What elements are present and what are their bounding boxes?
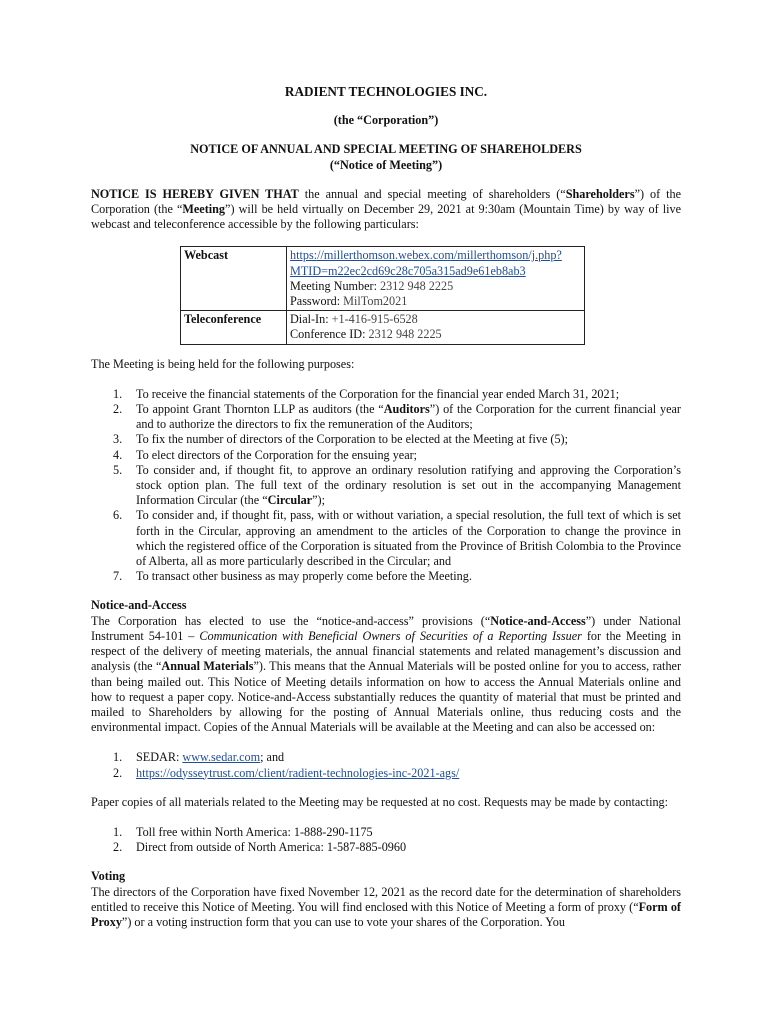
conference-id-value: 2312 948 2225	[368, 327, 442, 342]
password-label: Password:	[290, 294, 344, 309]
list-number: 5.	[113, 462, 123, 477]
webcast-url-line-2: MTID=m22ec2cd69c28c705a315ad9e61eb8ab3	[290, 263, 526, 278]
list-number: 6.	[113, 508, 123, 523]
list-number: 2.	[113, 765, 123, 780]
intro-text-3: ”) will be held virtually on December 29, 2021 at 9:30am (Mountain Time) by way of live webcast and teleconference accessible by the following particulars:	[91, 202, 681, 232]
teleconference-label: Teleconference	[181, 311, 287, 344]
intro-bold-meeting: Meeting	[182, 202, 226, 217]
list-text: To consider and, if thought fit, pass, with or without variation, a special resolution, the full text of which is set forth in the Circular, approving an amendment to the articles of the Corporation to change the province in which the registered office of the Corporation is situated from the Province of British Colombia to the Province of Alberta, all as more particularly described in the Circular; and	[136, 508, 681, 569]
voting-bold-form-of-proxy: Form of Proxy	[91, 899, 681, 929]
corporation-label: (the “Corporation”)	[333, 113, 439, 128]
nada-bold-annual-materials: Annual Materials	[161, 659, 254, 674]
intro-text-2: ”) of the Corporation (the “	[91, 186, 681, 217]
teleconference-details	[287, 311, 585, 344]
list-text: ”) of the Corporation for the current financial year and to authorize the directors to fix the remuneration of the Auditors;	[136, 402, 681, 432]
webcast-link[interactable]	[290, 248, 581, 278]
list-text: ; and	[260, 750, 285, 765]
teleconference-row	[181, 311, 585, 344]
conference-id-label: Conference ID:	[290, 327, 369, 342]
list-item	[91, 825, 681, 840]
purposes-intro: The Meeting is being held for the following purposes:	[91, 356, 355, 371]
list-item	[91, 840, 681, 855]
list-text: To appoint Grant Thornton LLP as auditors (the “	[136, 402, 384, 417]
list-number: 7.	[113, 569, 123, 584]
list-text: Direct from outside of North America: 1-587-885-0960	[136, 840, 407, 855]
nada-text-4: ”). This means that the Annual Materials will be posted online for you to access, rather than being mailed out. This Notice of Meeting details information on how to access the Annual Materials online and how to request a paper copy. Notice-and-Access substantially reduces the quantity of material that must be printed and mailed to Shareholders by allowing for the posting of Annual Materials online, thus reducing costs and the environmental impact. Copies of the Annual Materials will be available at the Meeting and can also be accessed on:	[91, 659, 682, 735]
conference-id	[290, 327, 581, 342]
list-number: 3.	[113, 432, 123, 447]
company-name: RADIENT TECHNOLOGIES INC.	[284, 84, 488, 99]
list-text: To transact other business as may properly come before the Meeting.	[136, 569, 472, 584]
voting-paragraph	[91, 885, 681, 931]
webcast-label: Webcast	[181, 247, 287, 311]
voting-heading: Voting	[91, 869, 126, 884]
contacts-list	[91, 825, 681, 855]
webcast-url-line-1: https://millerthomson.webex.com/millerthomson/j.php?	[290, 248, 562, 263]
list-text: To fix the number of directors of the Corporation to be elected at the Meeting at five (5);	[136, 432, 568, 447]
list-item	[91, 432, 681, 447]
password	[290, 294, 581, 309]
nada-instrument-title: Communication with Beneficial Owners of Securities of a Reporting Issuer	[199, 628, 582, 643]
list-item	[91, 387, 681, 402]
list-number: 2.	[113, 840, 123, 855]
voting-text-1: The directors of the Corporation have fixed November 12, 2021 as the record date for the determination of shareholders entitled to receive this Notice of Meeting. You will find enclosed with this Notice of Meeting a form of proxy (“	[91, 884, 681, 914]
list-item	[91, 448, 681, 463]
intro-text-1: the annual and special meeting of shareholders (“	[298, 186, 566, 201]
voting-text-2: ”) or a voting instruction form that you can use to vote your shares of the Corporation. You	[121, 914, 565, 929]
nada-text-2: ”) under National Instrument 54-101 –	[91, 613, 681, 643]
list-item	[91, 463, 681, 509]
password-value: MilTom2021	[343, 294, 408, 309]
notice-subtitle: (“Notice of Meeting”)	[329, 157, 443, 172]
dial-in-label: Dial-In:	[290, 312, 332, 327]
dial-in	[290, 312, 581, 327]
meeting-number-value: 2312 948 2225	[380, 278, 454, 293]
list-number: 1.	[113, 750, 123, 765]
paper-copies-paragraph: Paper copies of all materials related to the Meeting may be requested at no cost. Requests may be made by contacting:	[91, 794, 669, 809]
list-text: To consider and, if thought fit, to approve an ordinary resolution ratifying and approving the Corporation’s stock option plan. The full text of the ordinary resolution is set out in the accompanying Management Information Circular (the “	[136, 462, 681, 508]
dial-in-value: +1-416-915-6528	[331, 312, 418, 327]
intro-lead: NOTICE IS HEREBY GIVEN THAT	[91, 186, 299, 201]
intro-bold-shareholders: Shareholders	[565, 186, 635, 201]
notice-and-access-heading: Notice-and-Access	[91, 598, 187, 613]
access-list	[91, 750, 681, 780]
list-text: ”);	[312, 493, 325, 508]
notice-and-access-paragraph	[91, 614, 681, 736]
odyssey-link[interactable]: https://odysseytrust.com/client/radient-technologies-inc-2021-ags/	[136, 765, 460, 780]
list-item	[91, 766, 681, 781]
notice-title: NOTICE OF ANNUAL AND SPECIAL MEETING OF SHAREHOLDERS	[190, 142, 582, 157]
nada-bold-term: Notice-and-Access	[490, 613, 586, 628]
list-number: 2.	[113, 402, 123, 417]
list-item	[91, 402, 681, 432]
webcast-row	[181, 247, 585, 311]
list-number: 1.	[113, 824, 123, 839]
nada-text-1: The Corporation has elected to use the “notice-and-access” provisions (“	[91, 613, 491, 628]
document-page	[91, 78, 681, 930]
sedar-link[interactable]: www.sedar.com	[182, 750, 261, 765]
list-number: 4.	[113, 447, 123, 462]
meeting-particulars-table	[180, 246, 585, 344]
list-item	[91, 508, 681, 569]
list-text: SEDAR:	[136, 750, 183, 765]
list-bold-term: Auditors	[383, 402, 430, 417]
list-item	[91, 569, 681, 584]
list-text: To receive the financial statements of the Corporation for the financial year ended March 31, 2021;	[136, 386, 620, 401]
list-text: Toll free within North America: 1-888-290-1175	[136, 824, 373, 839]
purposes-list	[91, 387, 681, 585]
list-text: To elect directors of the Corporation for the ensuing year;	[136, 447, 418, 462]
nada-text-3: for the Meeting in respect of the delivery of meeting materials, the annual financial statements and related management’s discussion and analysis (the “	[91, 628, 681, 674]
webcast-details	[287, 247, 585, 311]
intro-paragraph	[91, 187, 681, 233]
list-bold-term: Circular	[267, 493, 313, 508]
meeting-number	[290, 279, 581, 294]
list-number: 1.	[113, 386, 123, 401]
meeting-number-label: Meeting Number:	[290, 278, 381, 293]
list-item	[91, 750, 681, 765]
